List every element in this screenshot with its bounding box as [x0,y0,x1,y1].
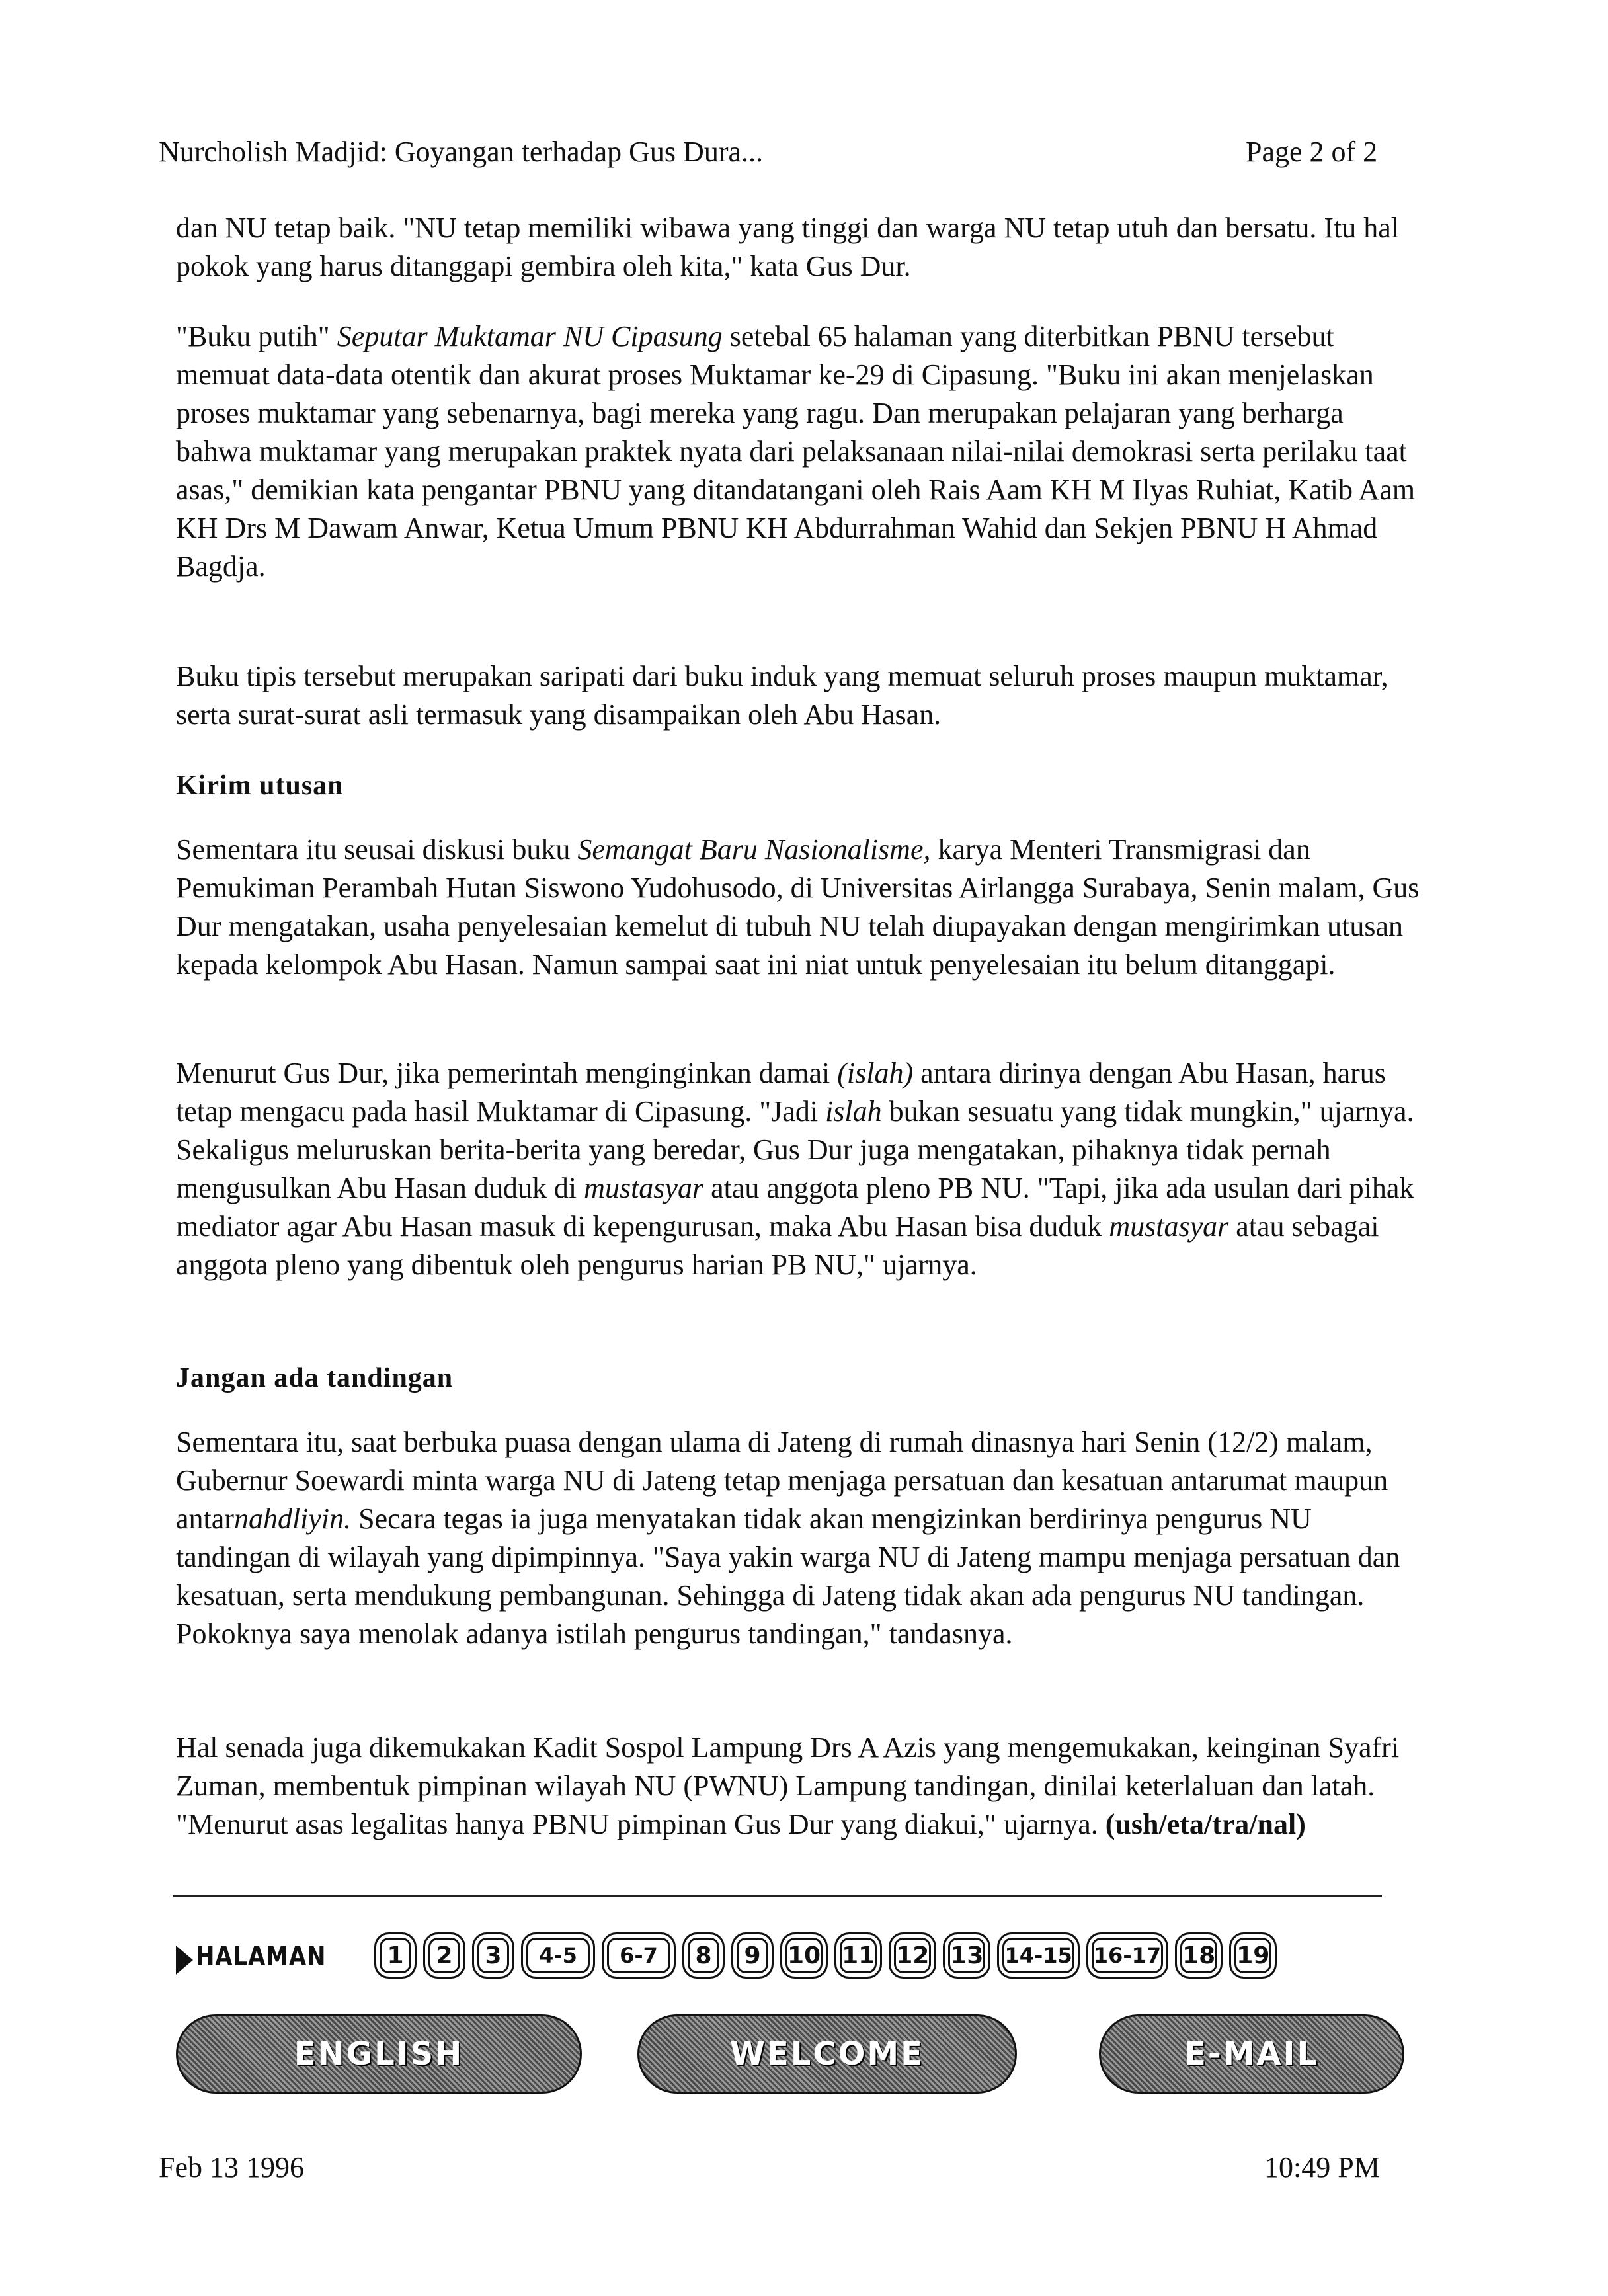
page-link[interactable]: 1 [374,1932,417,1979]
english-button[interactable] [176,2014,582,2094]
paragraph-1-text: dan NU tetap baik. "NU tetap memiliki wibawa yang tinggi dan warga NU tetap utuh dan bersatu. Itu hal pokok yang harus ditanggapi gembira oleh kita," kata Gus Dur. [176,212,1399,282]
paragraph-3-text: Buku tipis tersebut merupakan saripati dari buku induk yang memuat seluruh proses maupun muktamar, serta surat-surat asli termasuk yang disampaikan oleh Abu Hasan. [176,660,1388,731]
p5-i: atau sebagai anggota pleno yang dibentuk oleh pengurus harian PB NU," ujarnya. [176,1210,1379,1281]
page-link[interactable]: 12 [889,1932,936,1979]
arrow-right-icon [176,1946,193,1975]
page-link[interactable]: 8 [682,1932,725,1979]
page-link[interactable]: 4-5 [521,1932,595,1979]
p5-f: mustasyar [584,1172,704,1204]
email-label: E-MAIL [1184,2035,1320,2072]
p2-book-title: Seputar Muktamar NU Cipasung [337,320,723,352]
p4-book-title: Semangat Baru Nasionalisme, [577,833,931,866]
divider [173,1895,1382,1897]
english-label: ENGLISH [294,2035,464,2072]
p7-a: Hal senada juga dikemukakan Kadit Sospol Lampung Drs A Azis yang mengemukakan, keinginan Syafri Zuman, membentuk pimpinan wilayah NU (PWNU) Lampung tandingan, dinilai keterlaluan dan latah. "Menurut asas legalitas hanya PBNU pimpinan Gus Dur yang diakui," ujarnya. [176,1731,1400,1840]
paragraph-4 [176,831,1426,984]
footer-time: 10:49 PM [1264,2151,1380,2184]
page-links [374,1932,1277,1979]
welcome-button[interactable] [637,2014,1017,2094]
p5-a: Menurut Gus Dur, jika pemerintah menginginkan damai [176,1057,838,1089]
p5-g: atau anggota pleno PB NU. "Tapi, jika ada usulan dari pihak mediator agar Abu Hasan masuk di kepengurusan, maka Abu Hasan bisa duduk [176,1172,1414,1243]
p5-e: bukan sesuatu yang tidak mungkin," ujarnya. Sekaligus meluruskan berita-berita yang beredar, Gus Dur juga mengatakan, pihaknya tidak pernah mengusulkan Abu Hasan duduk di [176,1095,1414,1204]
page-link[interactable]: 16-17 [1086,1932,1168,1979]
page-link[interactable]: 14-15 [997,1932,1079,1979]
page-link[interactable]: 10 [780,1932,828,1979]
p7-credits: (ush/eta/tra/nal) [1105,1808,1306,1840]
p5-b: (islah) [837,1057,914,1089]
page-link[interactable]: 9 [731,1932,774,1979]
page-link[interactable]: 2 [423,1932,465,1979]
paragraph-7 [176,1729,1426,1844]
page-link[interactable]: 18 [1175,1932,1223,1979]
p5-c: antara dirinya dengan Abu Hasan, harus tetap mengacu pada hasil Muktamar di Cipasung. "Jadi [176,1057,1386,1128]
page-number: Page 2 of 2 [1246,136,1378,168]
paragraph-2 [176,317,1426,586]
page-link[interactable]: 19 [1229,1932,1277,1979]
page-link[interactable]: 6-7 [602,1932,676,1979]
p4-text-c: karya Menteri Transmigrasi dan Pemukiman Perambah Hutan Siswono Yudohusodo, di Universitas Airlangga Surabaya, Senin malam, Gus Dur mengatakan, usaha penyelesaian kemelut di tubuh NU telah diupayakan dengan mengirimkan utusan kepada kelompok Abu Hasan. Namun sampai saat ini niat untuk penyelesaian itu belum ditanggapi. [176,833,1420,981]
p4-text-a: Sementara itu seusai diskusi buku [176,833,578,866]
paragraph-3 [176,657,1426,734]
page-link[interactable]: 3 [472,1932,514,1979]
p6-c: Secara tegas ia juga menyatakan tidak akan mengizinkan berdirinya pengurus NU tandingan di wilayah yang dipimpinnya. "Saya yakin warga NU di Jateng mampu menjaga persatuan dan kesatuan, serta mendukung pembangunan. Sehingga di Jateng tidak akan ada pengurus NU tandingan. Pokoknya saya menolak adanya istilah pengurus tandingan," tandasnya. [176,1502,1400,1650]
page-link[interactable]: 13 [943,1932,990,1979]
p2-text-a: "Buku putih" [176,320,337,352]
footer-date: Feb 13 1996 [159,2151,304,2184]
paragraph-5 [176,1054,1426,1284]
subheading-kirim-utusan: Kirim utusan [176,770,344,801]
page-navigation [176,1923,1404,1989]
p6-a: Sementara itu, saat berbuka puasa dengan ulama di Jateng di rumah dinasnya hari Senin (12/2) malam, Gubernur Soewardi minta warga NU di Jateng tetap menjaga persatuan dan kesatuan antarumat maupun antar [176,1426,1388,1535]
paragraph-1 [176,209,1426,286]
p2-text-c: setebal 65 halaman yang diterbitkan PBNU tersebut memuat data-data otentik dan akurat proses Muktamar ke-29 di Cipasung. "Buku ini akan menjelaskan proses muktamar yang sebenarnya, bagi mereka yang ragu. Dan merupakan pelajaran yang berharga bahwa muktamar yang merupakan praktek nyata dari pelaksanaan nilai-nilai demokrasi serta perilaku taat asas," demikian kata pengantar PBNU yang ditandatangani oleh Rais Aam KH M Ilyas Ruhiat, Katib Aam KH Drs M Dawam Anwar, Ketua Umum PBNU KH Abdurrahman Wahid dan Sekjen PBNU H Ahmad Bagdja. [176,320,1416,583]
welcome-label: WELCOME [730,2035,924,2072]
p6-b: nahdliyin. [233,1502,352,1535]
subheading-jangan-ada-tandingan: Jangan ada tandingan [176,1363,454,1393]
p5-d: islah [825,1095,882,1128]
page-link[interactable]: 11 [834,1932,882,1979]
p5-h: mustasyar [1109,1210,1229,1243]
email-button[interactable] [1099,2014,1404,2094]
halaman-label: HALAMAN [196,1942,327,1972]
paragraph-6 [176,1423,1426,1653]
document-title: Nurcholish Madjid: Goyangan terhadap Gus Dura... [159,136,764,168]
